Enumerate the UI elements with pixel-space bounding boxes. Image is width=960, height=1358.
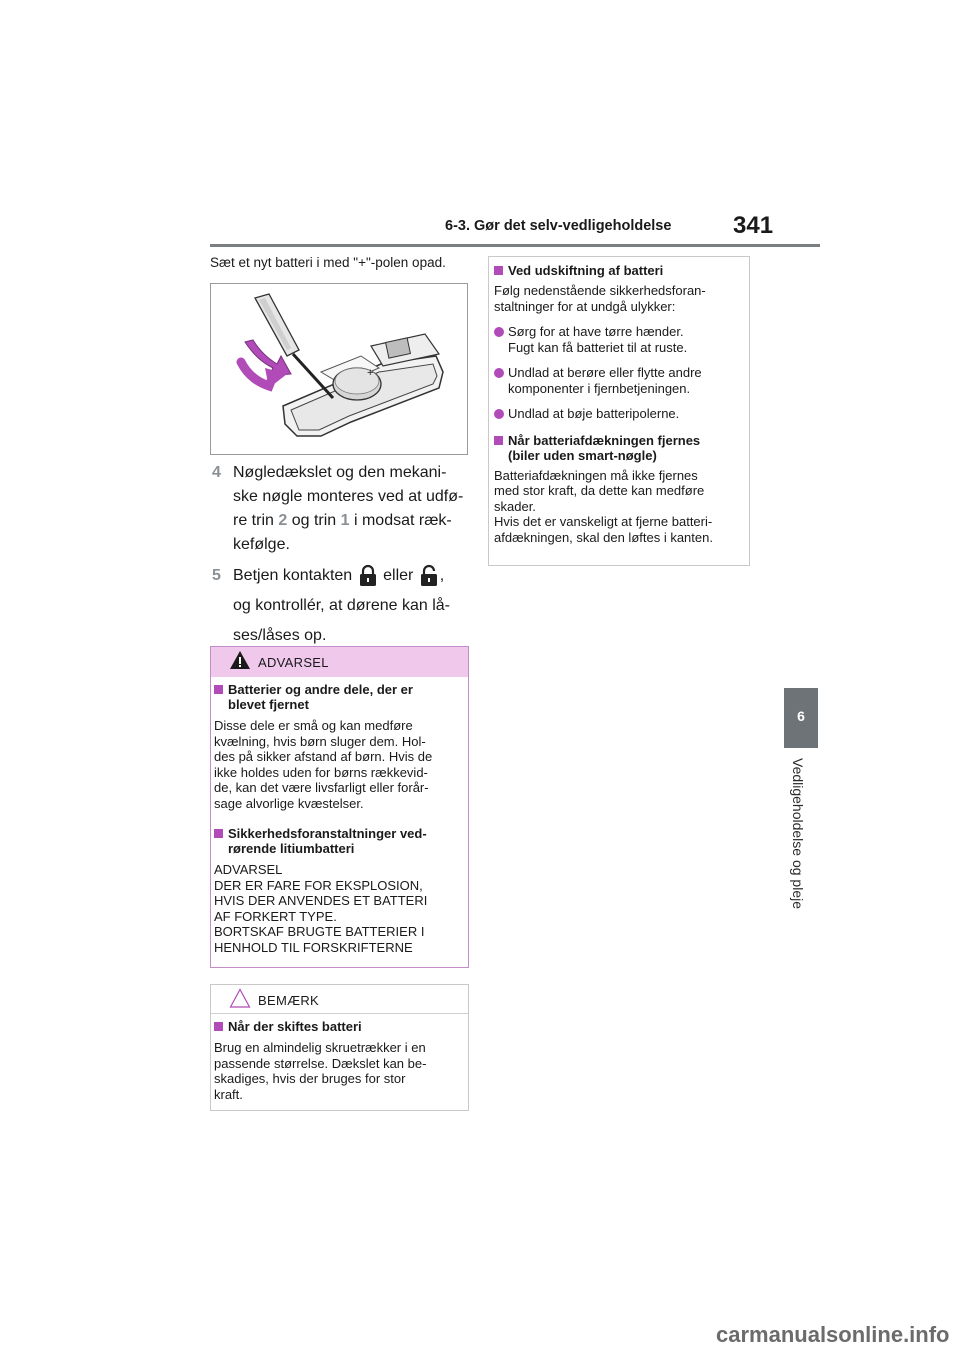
warning-item-body: [214, 718, 466, 811]
info-heading: [494, 433, 746, 463]
body-line: passende størrelse. Dækslet kan be-: [214, 1055, 427, 1071]
heading-line: Når batteriafdækningen fjernes: [508, 432, 701, 448]
info-heading: [494, 263, 746, 278]
square-bullet-icon: [214, 1022, 223, 1031]
step-text-part: eller: [383, 567, 414, 585]
unlock-icon: [418, 564, 440, 588]
step-reference: 2: [278, 512, 288, 529]
body-line: des på sikker afstand af børn. Hvis de: [214, 749, 433, 764]
body-line: med stor kraft, da dette kan medføre: [494, 483, 705, 498]
body-line: Disse dele er små og kan medføre: [214, 718, 413, 733]
body-line: staltninger for at undgå ulykker:: [494, 298, 676, 314]
notice-item-heading: [214, 1019, 466, 1034]
body-line: Brug en almindelig skruetrækker i en: [214, 1040, 426, 1055]
bullet-line: Undlad at berøre eller flytte andre: [508, 365, 702, 380]
heading-line: (biler uden smart-nøgle): [508, 447, 657, 463]
bullet-line: Fugt kan få batteriet til at ruste.: [508, 339, 688, 355]
info-bullet: [494, 365, 746, 396]
step-5: [212, 564, 472, 644]
warning-item-heading: [214, 682, 466, 712]
warning-item-heading: [214, 826, 466, 856]
square-bullet-icon: [494, 436, 503, 445]
notice-triangle-icon: [229, 988, 251, 1008]
body-line: Batteriafdækningen må ikke fjernes: [494, 467, 698, 483]
step-text-part: og trin: [287, 512, 341, 529]
chapter-label: [790, 758, 812, 928]
notice-item-body: [214, 1040, 466, 1102]
step-line: [233, 509, 471, 533]
body-line: AF FORKERT TYPE.: [214, 908, 337, 924]
battery-install-figure: [210, 283, 468, 455]
body-line: skadiges, hvis der bruges for stor: [214, 1071, 406, 1086]
square-bullet-icon: [214, 829, 223, 838]
body-line: skader.: [494, 498, 536, 514]
body-line: Følg nedenstående sikkerhedsforan-: [494, 283, 706, 298]
square-bullet-icon: [494, 266, 503, 275]
body-line: BORTSKAF BRUGTE BATTERIER I: [214, 924, 425, 939]
info-bullet: [494, 324, 746, 355]
warning-title: ADVARSEL: [258, 655, 329, 670]
body-line: afdækningen, skal den løftes i kanten.: [494, 529, 713, 545]
intro-text: Sæt et nyt batteri i med "+"-polen opad.: [210, 255, 446, 270]
warning-item: [214, 826, 466, 955]
step-text-part: i modsat ræk-: [349, 512, 452, 529]
step-text-part: re trin: [233, 512, 279, 529]
warning-item: [214, 682, 466, 811]
page-number: 341: [733, 212, 774, 239]
chapter-label-text: Vedligeholdelse og pleje: [790, 758, 806, 910]
bullet-line: Undlad at bøje batteripolerne.: [508, 406, 680, 421]
lock-icon: [357, 564, 379, 588]
body-line: kraft.: [214, 1086, 243, 1102]
step-line: ske nøgle monteres ved at udfø-: [233, 488, 464, 505]
step-line: [233, 564, 471, 588]
step-line: og kontrollér, at dørene kan lå-: [233, 597, 451, 615]
bullet-line: Sørg for at have tørre hænder.: [508, 324, 684, 339]
info-section: [494, 263, 746, 545]
info-intro: [494, 283, 746, 314]
battery-plus-mark: +: [367, 367, 374, 379]
notice-title: BEMÆRK: [258, 993, 320, 1008]
body-line: DER ER FARE FOR EKSPLOSION,: [214, 877, 423, 893]
round-bullet-icon: [494, 327, 504, 337]
header-divider: [210, 244, 820, 247]
notice-divider: [211, 1013, 468, 1014]
heading-line: Sikkerhedsforanstaltninger ved-: [228, 826, 427, 841]
step-text: [233, 564, 471, 648]
step-text: [233, 461, 471, 557]
info-body: [494, 468, 746, 546]
step-text-part: Betjen kontakten: [233, 567, 353, 585]
body-line: HENHOLD TIL FORSKRIFTERNE: [214, 939, 413, 955]
body-line: kvælning, hvis børn sluger dem. Hol-: [214, 733, 426, 749]
chapter-number: 6: [797, 708, 805, 724]
section-title: 6-3. Gør det selv-vedligeholdelse: [445, 218, 672, 234]
step-line: ses/låses op.: [233, 627, 327, 645]
notice-item: [214, 1019, 466, 1102]
watermark: carmanualsonline.info: [716, 1322, 950, 1347]
heading-line: blevet fjernet: [228, 697, 309, 712]
body-line: de, kan det være livsfarligt eller forår-: [214, 780, 429, 795]
body-line: ADVARSEL: [214, 862, 283, 877]
body-line: Hvis det er vanskeligt at fjerne batteri-: [494, 514, 713, 529]
step-line: Nøgledækslet og den mekani-: [233, 464, 447, 481]
step-reference: 1: [340, 512, 350, 529]
body-line: HVIS DER ANVENDES ET BATTERI: [214, 893, 428, 908]
bullet-line: komponenter i fjernbetjeningen.: [508, 380, 691, 396]
heading-line: Når der skiftes batteri: [228, 1019, 362, 1034]
heading-line: Batterier og andre dele, der er: [228, 682, 413, 697]
key-fob-illustration: [211, 284, 467, 454]
warning-item-body: [214, 862, 466, 955]
warning-triangle-icon: [229, 650, 251, 670]
step-number: 4: [212, 464, 221, 481]
heading-line: rørende litiumbatteri: [228, 841, 355, 856]
body-line: ikke holdes uden for børns rækkevid-: [214, 764, 428, 780]
step-text-part: ,: [439, 567, 445, 585]
body-line: sage alvorlige kvæstelser.: [214, 795, 364, 811]
step-4: [212, 461, 472, 561]
round-bullet-icon: [494, 409, 504, 419]
square-bullet-icon: [214, 685, 223, 694]
info-bullet: [494, 406, 746, 422]
step-line: kefølge.: [233, 536, 290, 553]
heading-line: Ved udskiftning af batteri: [508, 263, 664, 278]
round-bullet-icon: [494, 368, 504, 378]
step-number: 5: [212, 567, 221, 584]
